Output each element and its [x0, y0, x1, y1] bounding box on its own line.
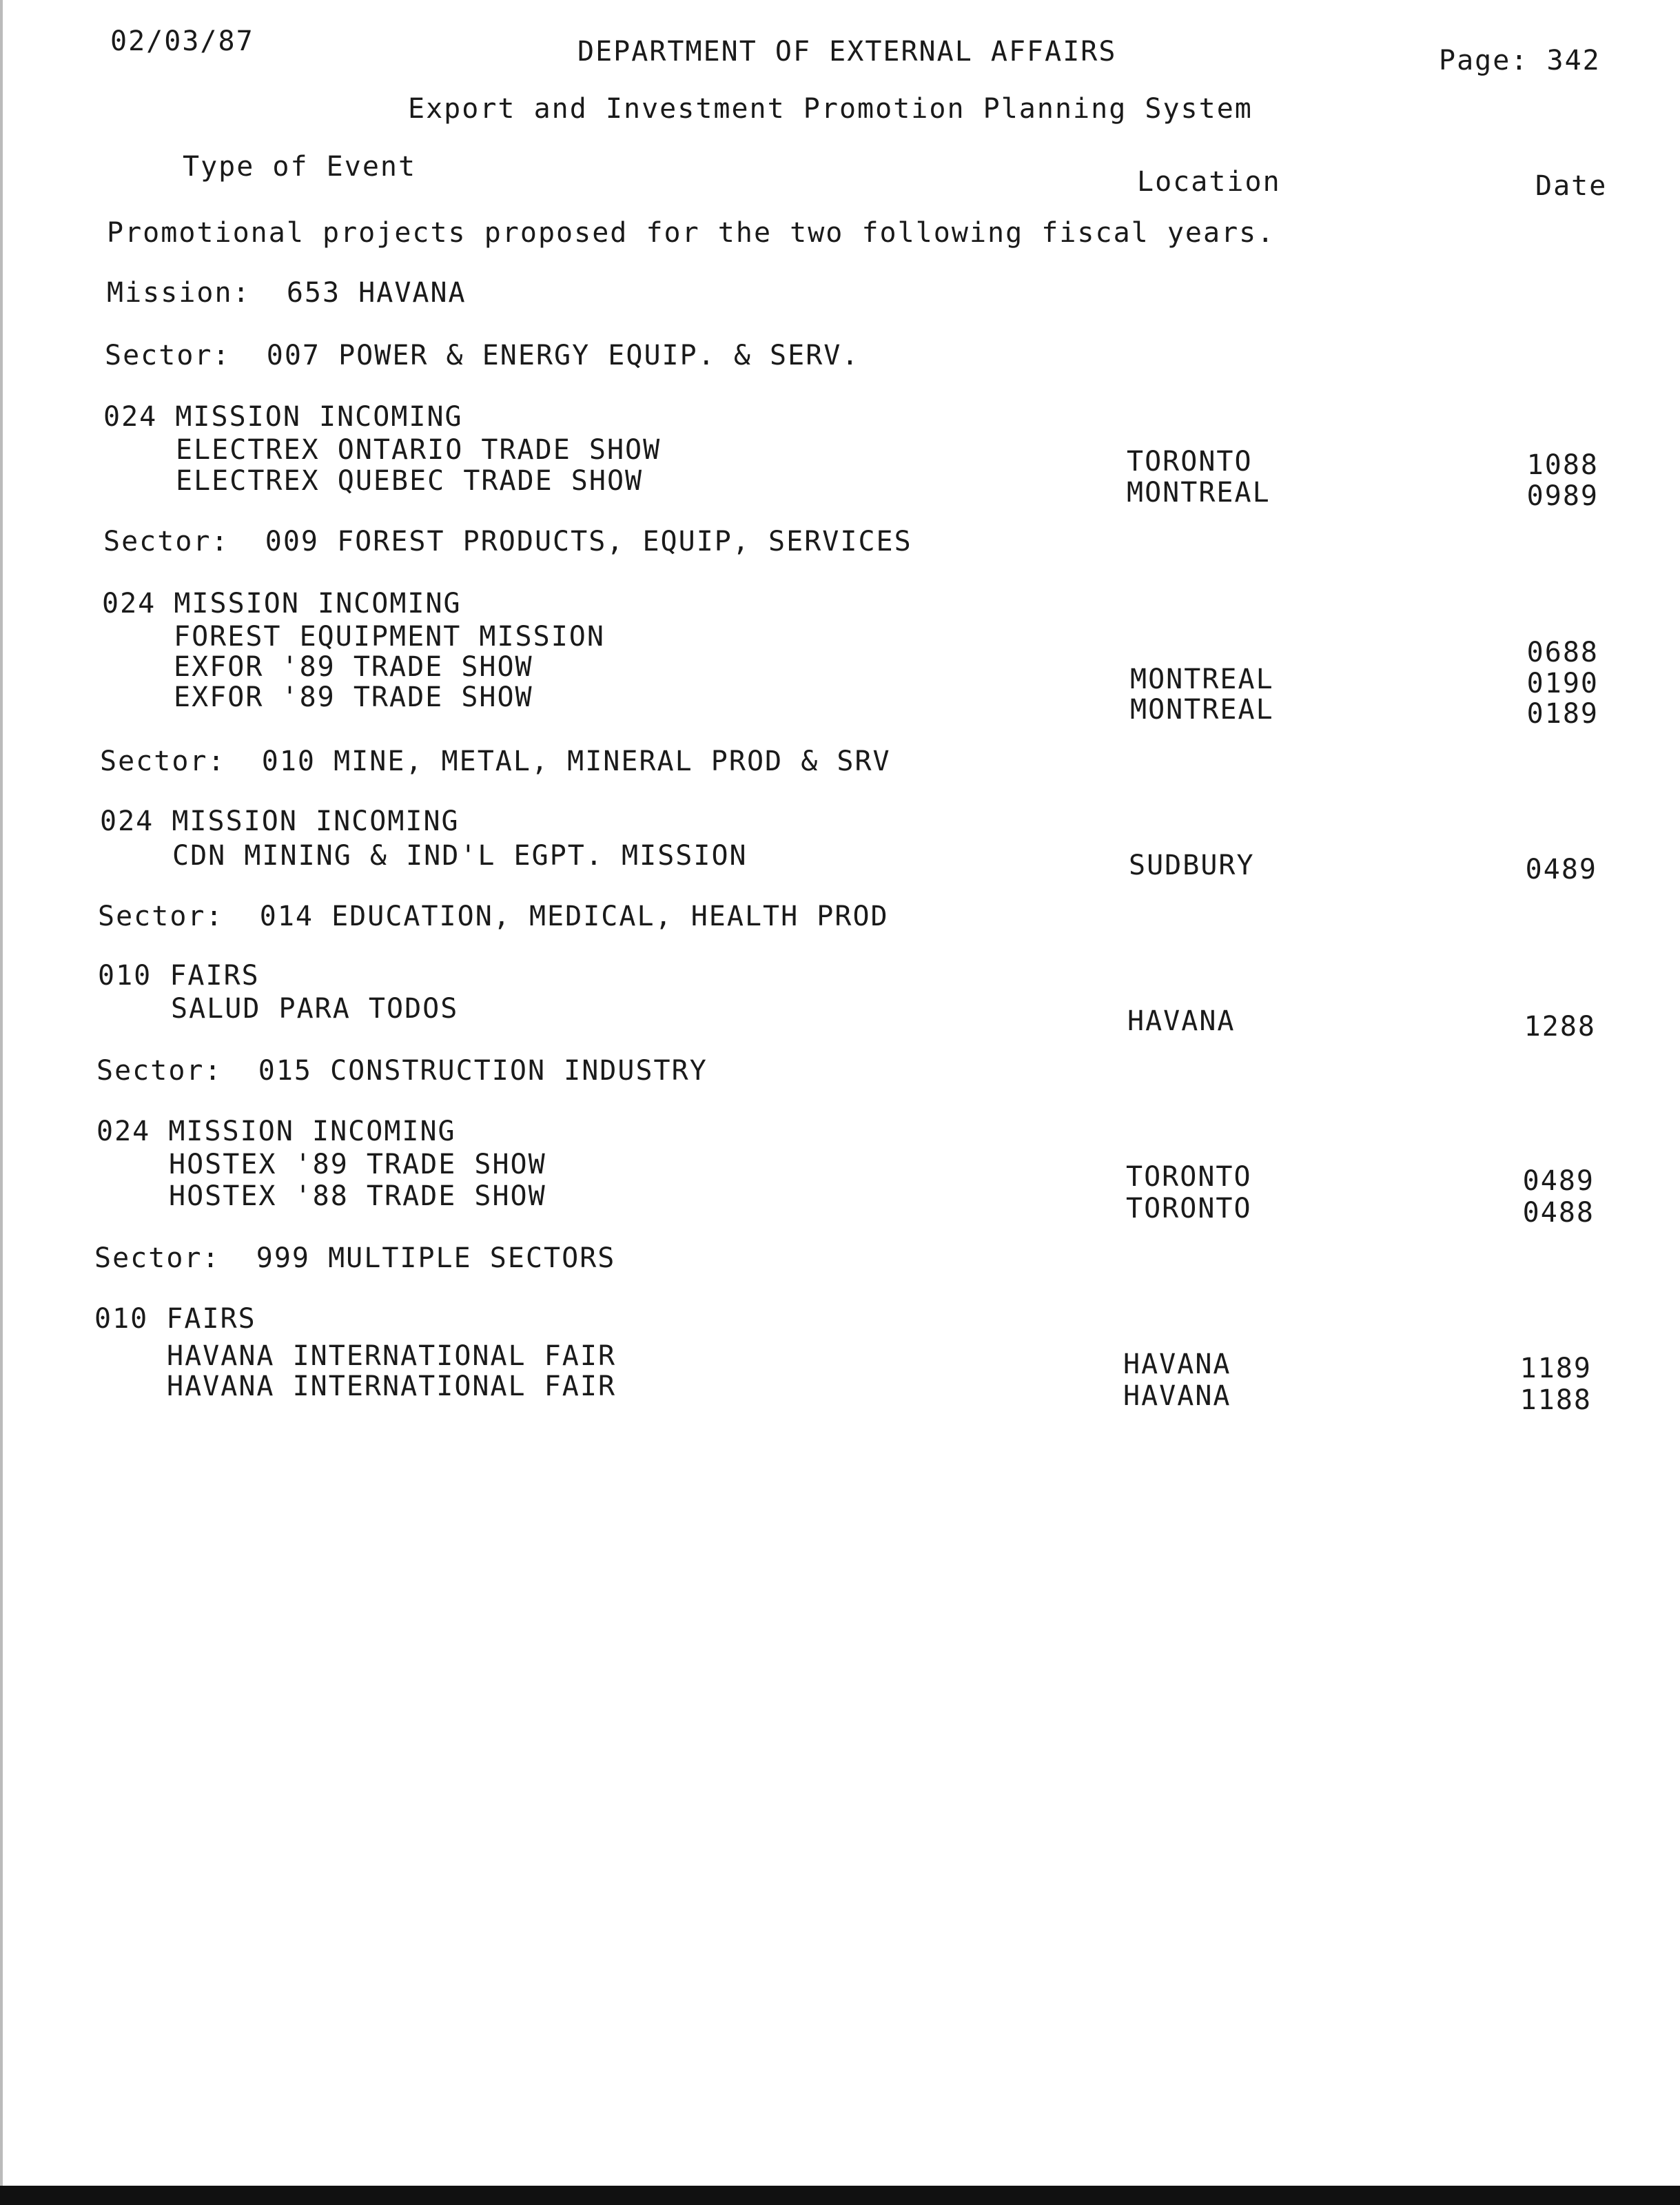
department-title: DEPARTMENT OF EXTERNAL AFFAIRS — [577, 36, 1117, 68]
event-location: HAVANA — [1123, 1348, 1231, 1380]
event-name: ELECTREX QUEBEC TRADE SHOW — [176, 465, 644, 497]
event-name: HOSTEX '88 TRADE SHOW — [169, 1180, 546, 1212]
scan-bottom-edge — [0, 2186, 1680, 2205]
sector-heading: Sector: 015 CONSTRUCTION INDUSTRY — [96, 1055, 708, 1087]
event-location: HAVANA — [1123, 1380, 1231, 1412]
event-type: 024 MISSION INCOMING — [103, 401, 463, 433]
event-name: ELECTREX ONTARIO TRADE SHOW — [176, 434, 662, 466]
event-name: HAVANA INTERNATIONAL FAIR — [167, 1340, 617, 1372]
event-location: TORONTO — [1127, 446, 1253, 478]
system-title: Export and Investment Promotion Planning System — [408, 93, 1253, 125]
event-date: 1189 — [1519, 1353, 1592, 1384]
event-date: 0489 — [1525, 854, 1597, 885]
event-date: 0688 — [1526, 637, 1599, 668]
event-location: TORONTO — [1126, 1161, 1252, 1193]
scan-edge — [0, 0, 3, 2205]
event-date: 0190 — [1526, 668, 1599, 699]
event-name: EXFOR '89 TRADE SHOW — [174, 651, 533, 683]
event-type: 010 FAIRS — [98, 960, 260, 992]
event-location: HAVANA — [1127, 1005, 1236, 1037]
event-location: MONTREAL — [1127, 477, 1271, 509]
column-header-location: Location — [1137, 166, 1281, 198]
event-date: 0189 — [1526, 698, 1599, 730]
mission-line: Mission: 653 HAVANA — [107, 277, 467, 309]
event-name: HOSTEX '89 TRADE SHOW — [169, 1149, 546, 1180]
event-name: HAVANA INTERNATIONAL FAIR — [167, 1371, 617, 1402]
event-date: 0488 — [1522, 1197, 1595, 1229]
report-date: 02/03/87 — [110, 25, 254, 57]
event-type: 010 FAIRS — [94, 1303, 256, 1335]
sector-heading: Sector: 014 EDUCATION, MEDICAL, HEALTH PROD — [98, 901, 889, 932]
sector-heading: Sector: 999 MULTIPLE SECTORS — [94, 1242, 616, 1274]
event-name: SALUD PARA TODOS — [171, 993, 459, 1025]
column-header-date: Date — [1535, 170, 1608, 202]
event-date: 1288 — [1524, 1011, 1596, 1043]
event-date: 0489 — [1522, 1165, 1595, 1197]
sector-heading: Sector: 007 POWER & ENERGY EQUIP. & SERV. — [105, 340, 860, 371]
sector-heading: Sector: 010 MINE, METAL, MINERAL PROD & SRV — [100, 746, 891, 777]
event-name: FOREST EQUIPMENT MISSION — [174, 621, 605, 653]
event-location: MONTREAL — [1130, 694, 1274, 726]
event-type: 024 MISSION INCOMING — [96, 1116, 456, 1147]
event-name: EXFOR '89 TRADE SHOW — [174, 681, 533, 713]
event-location: MONTREAL — [1130, 664, 1274, 695]
event-date: 1088 — [1526, 449, 1599, 481]
page-number: Page: 342 — [1439, 45, 1601, 76]
event-name: CDN MINING & IND'L EGPT. MISSION — [172, 840, 748, 872]
event-date: 1188 — [1519, 1384, 1592, 1416]
event-type: 024 MISSION INCOMING — [102, 588, 462, 619]
event-location: TORONTO — [1126, 1193, 1252, 1224]
sector-heading: Sector: 009 FOREST PRODUCTS, EQUIP, SERVICES — [103, 526, 912, 557]
event-location: SUDBURY — [1129, 850, 1255, 881]
event-date: 0989 — [1526, 480, 1599, 512]
column-header-type: Type of Event — [183, 151, 417, 183]
event-type: 024 MISSION INCOMING — [100, 806, 460, 837]
intro-text: Promotional projects proposed for the two following fiscal years. — [107, 217, 1276, 249]
